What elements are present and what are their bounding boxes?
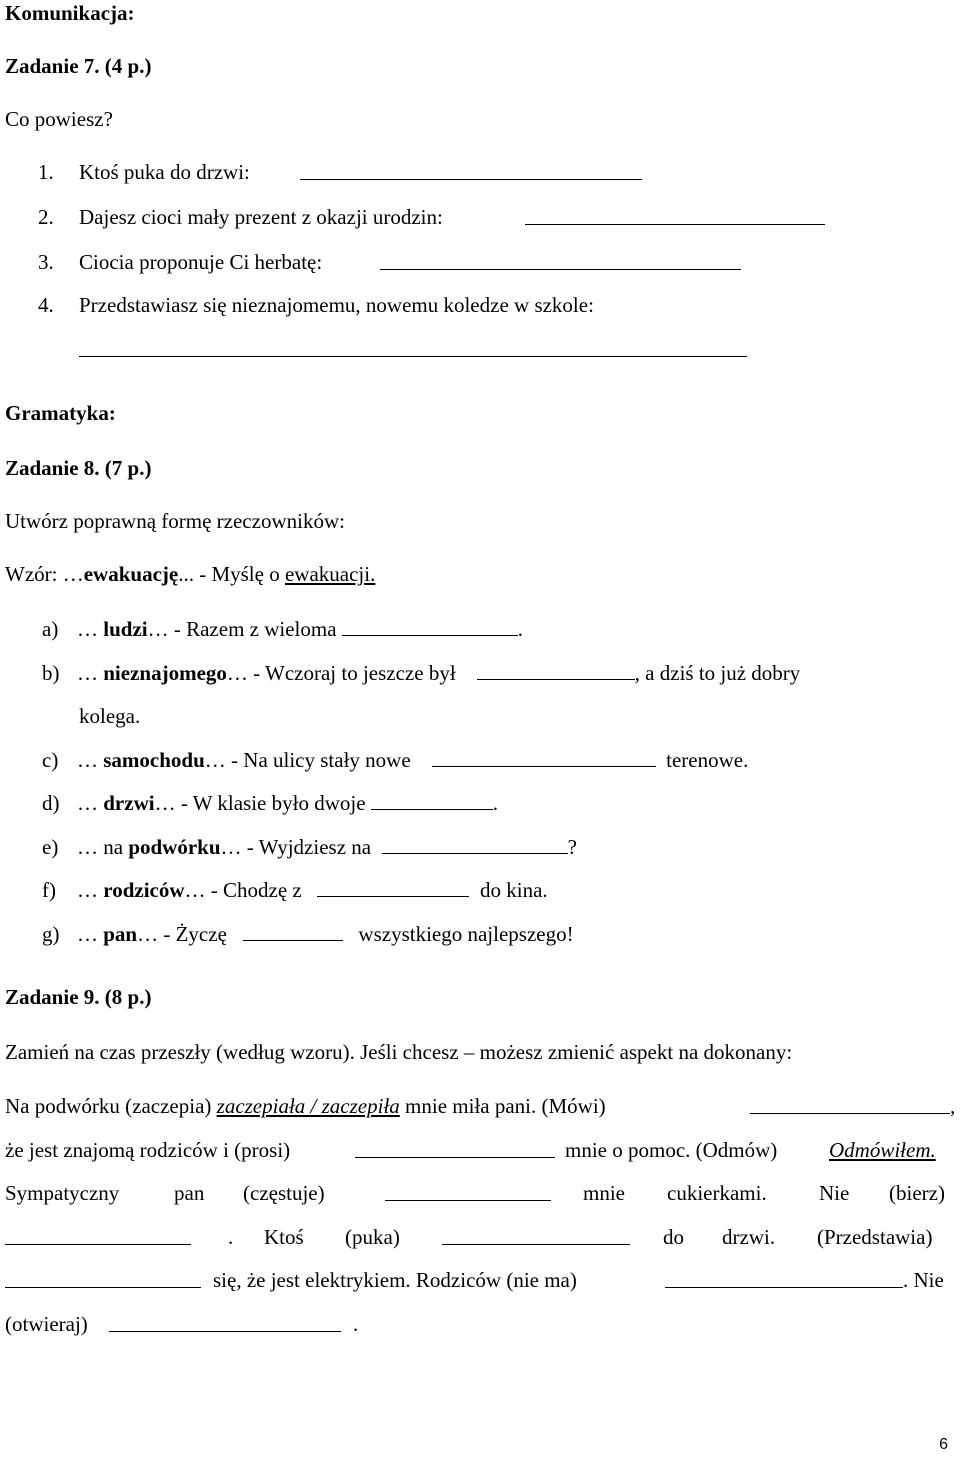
task-9-title: Zadanie 9. (8 p.) [5,985,152,1009]
answer-blank[interactable] [355,1139,555,1158]
answer-blank[interactable] [109,1313,341,1332]
example-line: Wzór: …ewakuację... - Myślę o ewakuacji. [5,562,376,586]
task-9-line-6: (otwieraj) . [5,1312,359,1336]
answer-blank[interactable] [385,1182,551,1201]
task-7-title: Zadanie 7. (4 p.) [5,54,152,78]
answer-blank[interactable] [342,617,518,636]
answer-blank[interactable] [5,1226,191,1245]
exercise-d: d) … drzwi… - W klasie było dwoje . [42,791,499,815]
task-8-instruction: Utwórz poprawną formę rzeczowników: [5,509,345,533]
answer-blank[interactable] [525,206,825,225]
answer-blank[interactable] [382,835,568,854]
answer-blank[interactable] [380,251,741,270]
task-9-line-1: Na podwórku (zaczepia) zaczepiała / zaczepiła mnie miła pani. (Mówi) , [5,1094,956,1118]
list-item-3: 3. Ciocia proponuje Ci herbatę: [38,249,54,275]
task-7-prompt: Co powiesz? [5,107,113,131]
answer-blank[interactable] [243,922,343,941]
answer-blank[interactable] [5,1269,201,1288]
answer-blank[interactable] [750,1095,950,1114]
list-item-1: 1. Ktoś puka do drzwi: [38,159,54,185]
answer-blank[interactable] [665,1269,903,1288]
page-number: 6 [939,1436,948,1453]
exercise-e: e) … na podwórku… - Wyjdziesz na ? [42,835,577,859]
answer-blank[interactable] [477,661,635,680]
section-heading-gramatyka: Gramatyka: [5,401,116,425]
section-heading-komunikacja: Komunikacja: [5,1,135,25]
task-9-line-2: że jest znajomą rodziców i (prosi) mnie o pomoc. (Odmów) Odmówiłem. [5,1138,936,1162]
exercise-c: c) … samochodu… - Na ulicy stały nowe terenowe. [42,748,749,772]
answer-blank[interactable] [300,161,642,180]
list-item-2: 2. Dajesz cioci mały prezent z okazji urodzin: [38,204,54,230]
task-9-instruction: Zamień na czas przeszły (według wzoru). Jeśli chcesz – możesz zmienić aspekt na dokonany: [5,1040,793,1064]
exercise-a: a) … ludzi… - Razem z wieloma . [42,617,524,641]
answer-blank[interactable] [79,338,747,357]
exercise-g: g) … pan… - Życzę wszystkiego najlepszego! [42,922,574,946]
list-item-4: 4. Przedstawiasz się nieznajomemu, nowemu koledze w szkole: [38,293,594,317]
exercise-b-cont: kolega. [79,704,141,728]
answer-blank[interactable] [317,878,469,897]
answer-blank[interactable] [371,791,493,810]
answer-blank[interactable] [442,1226,630,1245]
task-8-title: Zadanie 8. (7 p.) [5,456,152,480]
exercise-b: b) … nieznajomego… - Wczoraj to jeszcze był , a dziś to już dobry [42,661,801,685]
answer-blank[interactable] [432,748,656,767]
exercise-f: f) … rodziców… - Chodzę z do kina. [42,878,548,902]
